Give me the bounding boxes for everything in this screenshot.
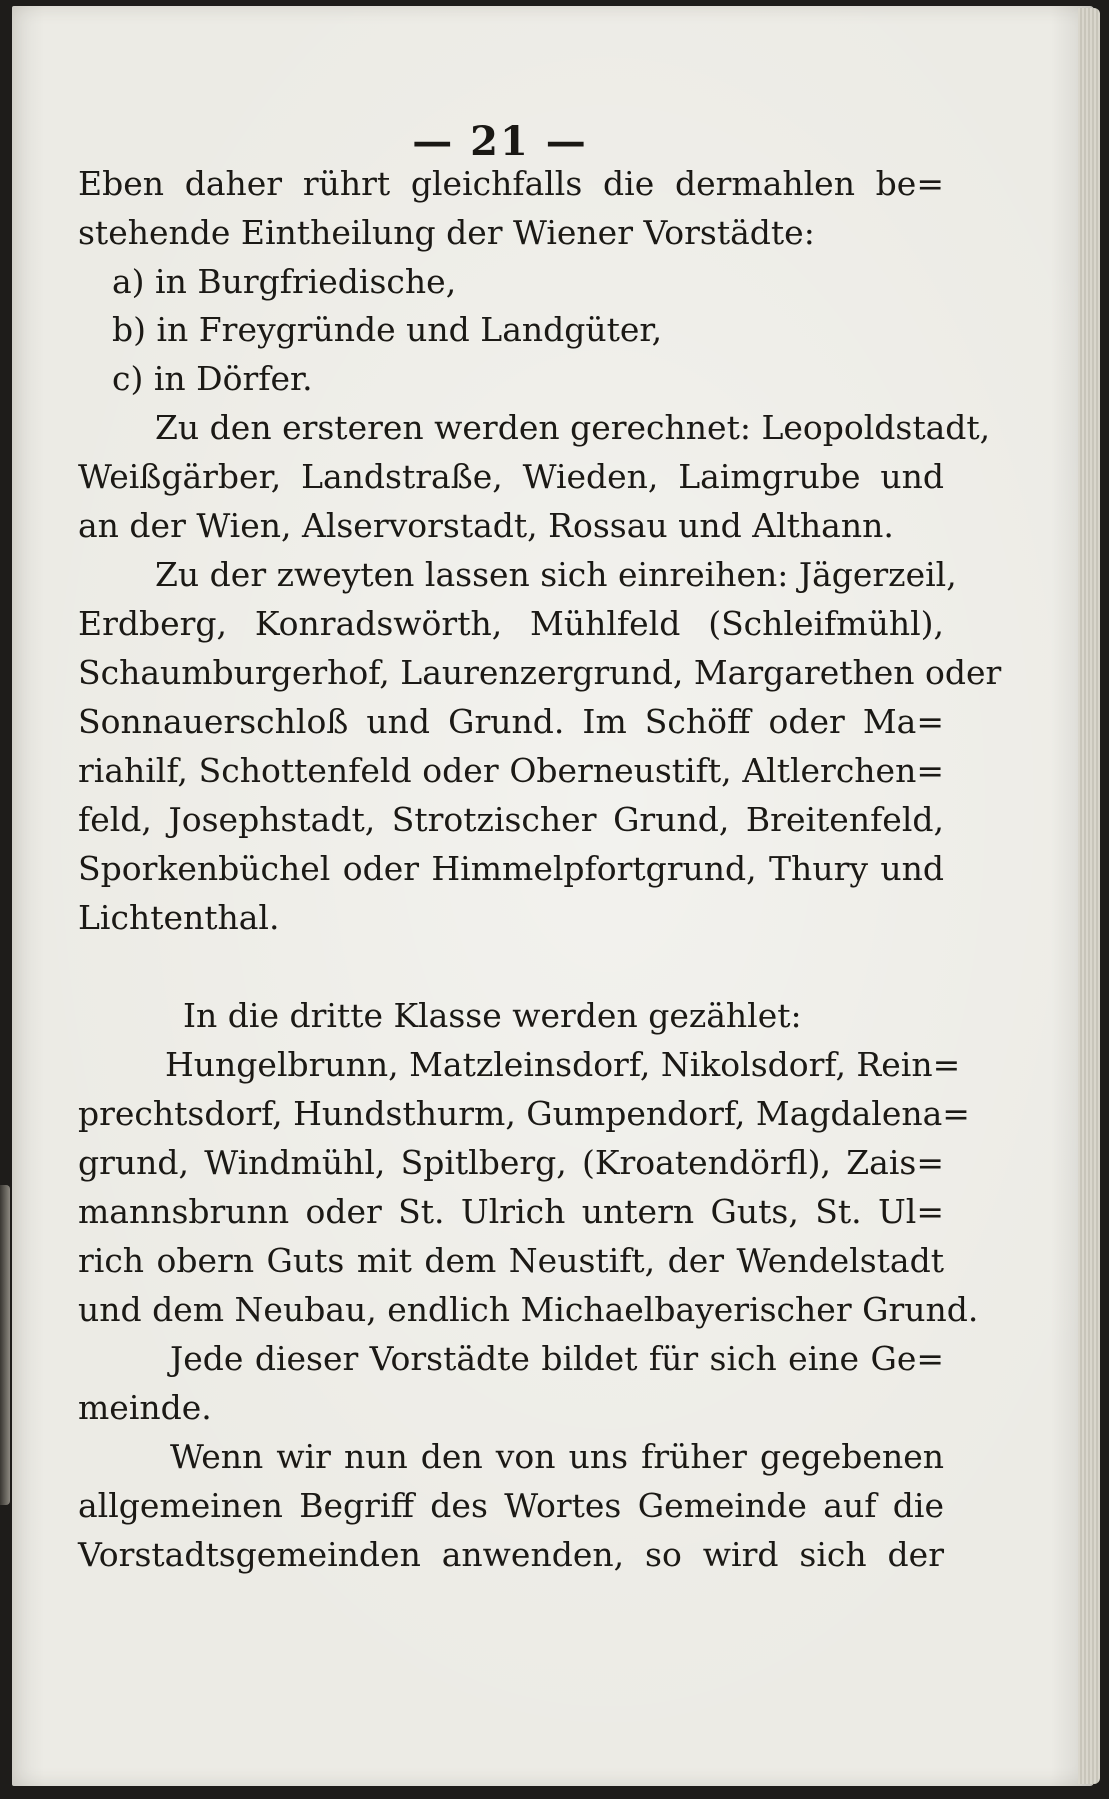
text-line: allgemeinen Begriff des Wortes Gemeinde auf die [78,1486,944,1525]
text-line: Eben daher rührt gleichfalls die dermahlen be= [78,164,944,203]
text-line: riahilf, Schottenfeld oder Oberneustift, Altlerchen= [78,751,944,790]
text-line: a) in Burgfriedische, [112,262,457,301]
text-line: Zu der zweyten lassen sich einreihen: Jägerzeil, [155,555,957,594]
text-line: c) in Dörfer. [112,359,313,398]
text-line: und dem Neubau, endlich Michaelbayerischer Grund. [78,1290,979,1329]
text-line: feld, Josephstadt, Strotzischer Grund, Breitenfeld, [78,800,944,839]
text-line: b) in Freygründe und Landgüter, [112,310,663,349]
text-line: Jede dieser Vorstädte bildet für sich eine Ge= [170,1339,944,1378]
text-line: Weißgärber, Landstraße, Wieden, Laimgrube und [78,457,944,496]
text-line: mannsbrunn oder St. Ulrich untern Guts, St. Ul= [78,1192,944,1231]
text-line: Zu den ersteren werden gerechnet: Leopoldstadt, [155,408,991,447]
page-edges [1078,8,1100,1784]
text-line: In die dritte Klasse werden gezählet: [183,996,802,1035]
text-line: Wenn wir nun den von uns früher gegebenen [170,1437,944,1476]
text-line: Sonnauerschloß und Grund. Im Schöff oder Ma= [78,702,944,741]
text-line: meinde. [78,1388,212,1427]
text-line: an der Wien, Alservorstadt, Rossau und Althann. [78,506,894,545]
text-line: Lichtenthal. [78,898,280,937]
text-line: Sporkenbüchel oder Himmelpfortgrund, Thury und [78,849,944,888]
text-line: prechtsdorf, Hundsthurm, Gumpendorf, Magdalena= [78,1094,970,1133]
text-line: Hungelbrunn, Matzleinsdorf, Nikolsdorf, Rein= [165,1045,961,1084]
text-line: stehende Eintheilung der Wiener Vorstädte: [78,213,815,252]
text-line: Erdberg, Konradswörth, Mühlfeld (Schleifmühl), [78,604,944,643]
binding-shadow [0,1185,10,1505]
text-line: grund, Windmühl, Spitlberg, (Kroatendörfl), Zais= [78,1143,944,1182]
text-line: Vorstadtsgemeinden anwenden, so wird sich der [78,1535,944,1574]
page-number: — 21 — [412,118,588,165]
text-line: Schaumburgerhof, Laurenzergrund, Margarethen oder [78,653,1002,692]
text-line: rich obern Guts mit dem Neustift, der Wendelstadt [78,1241,944,1280]
